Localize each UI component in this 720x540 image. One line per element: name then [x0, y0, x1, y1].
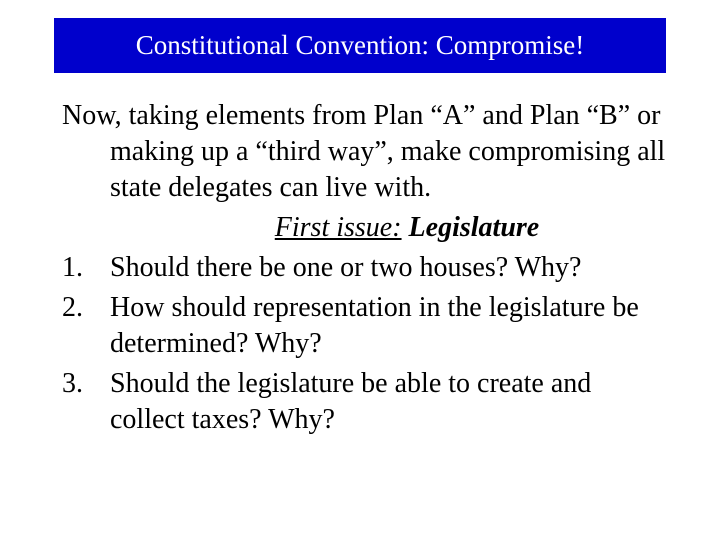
question-number: 2.: [62, 292, 83, 323]
question-number: 3.: [62, 368, 83, 399]
list-item: [62, 290, 672, 362]
question-text: Should there be one or two houses? Why?: [110, 252, 582, 283]
issue-heading: [62, 210, 672, 246]
question-text: How should representation in the legislature be determined? Why?: [110, 292, 639, 359]
slide-title: Constitutional Convention: Compromise!: [135, 30, 585, 60]
list-item: [62, 366, 672, 438]
issue-label: First issue:: [274, 212, 402, 243]
slide-title-bar: [54, 18, 666, 73]
question-number: 1.: [62, 252, 83, 283]
question-text: Should the legislature be able to create and collect taxes? Why?: [110, 368, 592, 435]
issue-topic: Legislature: [408, 212, 540, 243]
intro-paragraph: Now, taking elements from Plan “A” and Plan “B” or making up a “third way”, make compromising all state delegates can live with.: [62, 100, 666, 203]
slide-body: [62, 98, 672, 442]
question-list: [62, 250, 672, 438]
list-item: [62, 250, 672, 286]
